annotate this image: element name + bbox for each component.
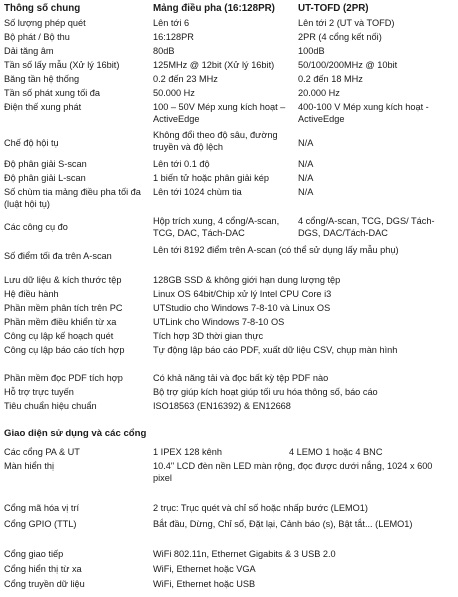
spec-tofd-value: 50/100/200MHz @ 10bit xyxy=(298,60,398,70)
spec-wide-value: 128GB SSD & không giới hạn dung lượng tệp xyxy=(153,275,341,285)
spec-label: Cổng truyền dữ liệu xyxy=(4,579,85,589)
spec-label: Số lượng phép quét xyxy=(4,18,86,28)
spec-pa-value: 0.2 đến 23 MHz xyxy=(153,74,218,84)
spec-pa-value: 50.000 Hz xyxy=(153,88,195,98)
spec-label: Tần số phát xung tối đa xyxy=(4,88,101,98)
spec-wide-value: Có khả năng tải và đọc bất kỳ tệp PDF nào xyxy=(153,373,329,383)
spec-wide-value: Lên tới 8192 điểm trên A-scan (có thể sử dụng lấy mẫu phụ) xyxy=(153,245,399,255)
spec-label: Bộ phát / Bộ thu xyxy=(4,32,70,42)
spec-wide-value: UTStudio cho Windows 7-8-10 và Linux OS xyxy=(153,303,331,313)
spec-label: Dải tăng âm xyxy=(4,46,54,56)
spec-tofd-value: N/A xyxy=(298,138,314,148)
spec-label: Cổng hiển thị từ xa xyxy=(4,564,82,574)
spec-label: Cổng giao tiếp xyxy=(4,549,64,559)
spec-label: Phần mềm phân tích trên PC xyxy=(4,303,123,313)
spec-label: Băng tần hệ thống xyxy=(4,74,80,84)
spec-pa-value: 100 – 50V Mép xung kích hoạt – ActiveEdge xyxy=(153,102,286,124)
header-phased-array: Mảng điều pha (16:128PR) xyxy=(153,3,275,14)
spec-label: Công cụ lập báo cáo tích hợp xyxy=(4,345,125,355)
spec-pa-value: 1 IPEX 128 kênh xyxy=(153,447,222,457)
header-row xyxy=(0,3,458,17)
spec-wide-value: Bắt đầu, Dừng, Chỉ số, Đặt lại, Cảnh báo (s), Bật tắt... (LEMO1) xyxy=(153,519,413,529)
spec-tofd-value: 400-100 V Mép xung kích hoạt - ActiveEdge xyxy=(298,102,429,124)
spec-wide-value: WiFi, Ethernet hoặc VGA xyxy=(153,564,256,574)
spec-label: Màn hiển thị xyxy=(4,461,55,471)
spec-pa-value: Hộp trích xung, 4 cổng/A-scan, TCG, DAC, Tách-DAC xyxy=(153,216,280,238)
spec-wide-value: Tự động lập báo cáo PDF, xuất dữ liệu CSV, chụp màn hình xyxy=(153,345,398,355)
header-general: Thông số chung xyxy=(4,3,81,14)
spec-wide-value: WiFi 802.11n, Ethernet Gigabits & 3 USB 2.0 xyxy=(153,549,336,559)
spec-pa-value: 125MHz @ 12bit (Xử lý 16bit) xyxy=(153,60,275,70)
spec-tofd-value: 4 LEMO 1 hoặc 4 BNC xyxy=(289,447,383,457)
spec-wide-value: WiFi, Ethernet hoặc USB xyxy=(153,579,256,589)
spec-tofd-value: N/A xyxy=(298,173,314,183)
spec-tofd-value: Lên tới 2 (UT và TOFD) xyxy=(298,18,395,28)
spec-tofd-value: 4 cổng/A-scan, TCG, DGS/ Tách-DGS, DAC/Tách-DAC xyxy=(298,216,435,238)
spec-pa-value: 1 biến tử hoặc phân giải kép xyxy=(153,173,269,183)
spec-label: Độ phân giải S-scan xyxy=(4,159,87,169)
section-title: Giao diện sử dụng và các cổng xyxy=(4,428,147,439)
spec-label: Cổng mã hóa vị trí xyxy=(4,503,80,513)
spec-label: Hỗ trợ trực tuyến xyxy=(4,387,74,397)
spec-wide-value: UTLink cho Windows 7-8-10 OS xyxy=(153,317,285,327)
spec-label: Số điểm tối đa trên A-scan xyxy=(4,251,112,261)
spec-label: Các công cụ đo xyxy=(4,222,68,232)
spec-tofd-value: N/A xyxy=(298,159,314,169)
spec-label: Chế độ hội tụ xyxy=(4,138,59,148)
spec-label: Tần số lấy mẫu (Xử lý 16bit) xyxy=(4,60,120,70)
spec-tofd-value: 2PR (4 cổng kết nối) xyxy=(298,32,382,42)
spec-label: Cổng GPIO (TTL) xyxy=(4,519,77,529)
spec-pa-value: 16:128PR xyxy=(153,32,194,42)
spec-label: Lưu dữ liệu & kích thước tệp xyxy=(4,275,122,285)
spec-tofd-value: 100dB xyxy=(298,46,325,56)
spec-wide-value: ISO18563 (EN16392) & EN12668 xyxy=(153,401,291,411)
spec-label: Phần mềm đọc PDF tích hợp xyxy=(4,373,123,383)
spec-tofd-value: 20.000 Hz xyxy=(298,88,340,98)
spec-wide-value: 2 trục: Trục quét và chỉ số hoặc nhấp bước (LEMO1) xyxy=(153,503,368,513)
spec-label: Các cổng PA & UT xyxy=(4,447,80,457)
header-ut-tofd: UT-TOFD (2PR) xyxy=(298,3,369,14)
spec-label: Độ phân giải L-scan xyxy=(4,173,86,183)
spec-label: Công cụ lập kế hoạch quét xyxy=(4,331,114,341)
spec-label: Số chùm tia mảng điều pha tối đa (luật hội tụ) xyxy=(4,187,141,209)
spec-pa-value: Lên tới 1024 chùm tia xyxy=(153,187,242,197)
spec-label: Phần mềm điều khiển từ xa xyxy=(4,317,117,327)
spec-wide-value: Bộ trợ giúp kích hoạt giúp tối ưu hóa thông số, báo cáo xyxy=(153,387,378,397)
spec-wide-value: 10.4" LCD đèn nền LED màn rộng, đọc được dưới nắng, 1024 x 600 pixel xyxy=(153,461,433,483)
spec-wide-value: Linux OS 64bit/Chip xử lý Intel CPU Core i3 xyxy=(153,289,332,299)
spec-tofd-value: 0.2 đến 18 MHz xyxy=(298,74,363,84)
spec-pa-value: Lên tới 6 xyxy=(153,18,190,28)
spec-pa-value: Không đổi theo độ sâu, đường truyền và độ lệch xyxy=(153,130,278,152)
spec-pa-value: 80dB xyxy=(153,46,175,56)
spec-label: Hệ điều hành xyxy=(4,289,59,299)
spec-label: Tiêu chuẩn hiệu chuẩn xyxy=(4,401,97,411)
spec-label: Điện thế xung phát xyxy=(4,102,82,112)
spec-pa-value: Lên tới 0.1 độ xyxy=(153,159,210,169)
spec-tofd-value: N/A xyxy=(298,187,314,197)
spec-wide-value: Tích hợp 3D thời gian thực xyxy=(153,331,264,341)
